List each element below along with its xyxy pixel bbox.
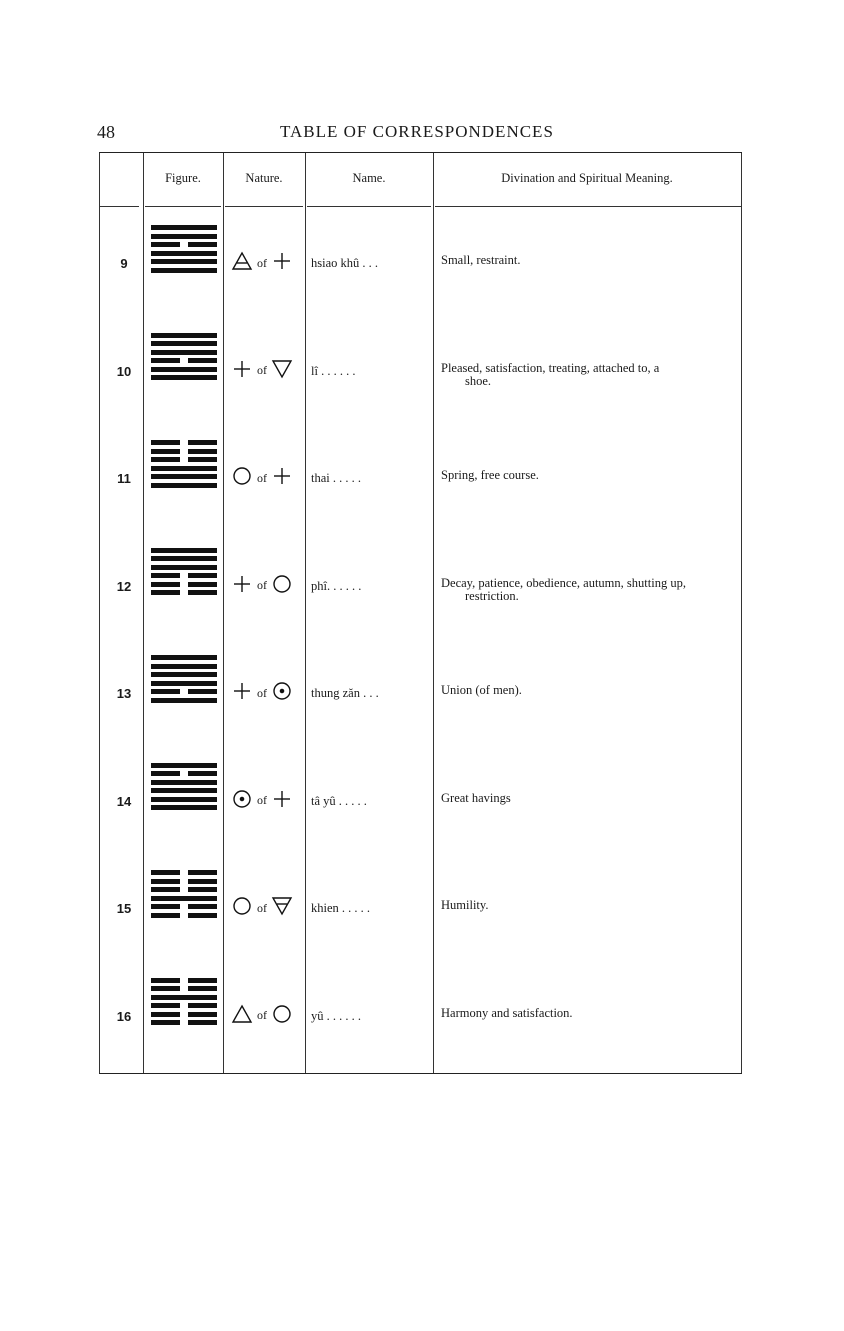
solid-line	[151, 225, 217, 230]
broken-line	[151, 449, 217, 454]
cross-icon	[231, 680, 253, 702]
meaning-line: Pleased, satisfaction, treating, attached to, a	[441, 360, 660, 375]
row-number: 10	[116, 363, 132, 379]
nature-cell	[231, 567, 309, 601]
broken-line	[151, 1020, 217, 1025]
nature-cell	[231, 244, 309, 278]
nature-cell	[231, 674, 309, 708]
row-number: 15	[116, 901, 132, 916]
broken-line	[151, 771, 217, 776]
broken-line	[151, 978, 217, 983]
nature-cell	[231, 997, 309, 1031]
cross-icon	[231, 573, 253, 595]
broken-line	[151, 870, 217, 875]
solid-line	[151, 556, 217, 561]
solid-line	[151, 995, 217, 1000]
meaning-text	[441, 469, 737, 482]
broken-line	[151, 457, 217, 462]
broken-line	[151, 590, 217, 595]
solid-line	[151, 681, 217, 686]
circle-dot-icon	[271, 680, 293, 702]
broken-line	[151, 879, 217, 884]
broken-line	[151, 582, 217, 587]
table-row	[99, 423, 742, 530]
solid-line	[151, 655, 217, 660]
solid-line	[151, 350, 217, 355]
table-row	[99, 316, 742, 423]
solid-line	[151, 234, 217, 239]
circle-dot-icon	[231, 788, 253, 810]
broken-line	[151, 986, 217, 991]
cross-icon	[271, 250, 293, 272]
hexagram-name: khien . . . . .	[311, 901, 371, 915]
hexagram-name: yû . . . . . .	[311, 1008, 361, 1023]
meaning-text	[441, 684, 737, 697]
header-meaning: Divination and Spiritual Meaning.	[501, 171, 673, 185]
solid-line	[151, 780, 217, 785]
broken-line	[151, 573, 217, 578]
solid-line	[151, 698, 217, 703]
solid-line	[151, 896, 217, 901]
solid-line	[151, 763, 217, 768]
table-row	[99, 961, 742, 1068]
of-label: of	[257, 685, 267, 700]
solid-line	[151, 805, 217, 810]
broken-line	[151, 1003, 217, 1008]
hexagram-name: phî. . . . . .	[311, 578, 362, 593]
broken-line	[151, 358, 217, 363]
solid-line	[151, 333, 217, 338]
hexagram-figure	[151, 225, 217, 300]
broken-line	[151, 1012, 217, 1017]
table-row	[99, 638, 742, 745]
meaning-line-continued: restriction.	[465, 588, 519, 603]
triangle-up-bar-icon	[231, 250, 253, 272]
solid-line	[151, 483, 217, 488]
hexagram-name: tâ yû . . . . .	[311, 793, 367, 808]
triangle-down-icon	[271, 358, 293, 380]
of-label: of	[257, 578, 267, 592]
nature-cell	[231, 459, 309, 493]
hexagram-figure	[151, 978, 217, 1053]
hexagram-figure	[151, 870, 217, 945]
solid-line	[151, 788, 217, 793]
page-title: TABLE OF CORRESPONDENCES	[280, 122, 554, 141]
broken-line	[151, 904, 217, 909]
solid-line	[151, 341, 217, 346]
of-label: of	[257, 255, 267, 270]
of-label: of	[257, 793, 267, 807]
solid-line	[151, 268, 217, 273]
broken-line	[151, 913, 217, 918]
meaning-line: Small, restraint.	[441, 253, 521, 267]
nature-cell	[231, 889, 309, 923]
header-name: Name.	[352, 171, 386, 185]
row-number: 11	[117, 471, 131, 486]
hexagram-figure	[151, 548, 217, 623]
correspondence-table	[99, 152, 742, 1074]
of-label: of	[257, 470, 267, 485]
solid-line	[151, 259, 217, 264]
of-label: of	[257, 363, 267, 377]
hexagram-name: thai . . . . .	[311, 471, 361, 485]
meaning-line: Humility.	[441, 898, 489, 912]
row-number: 14	[116, 793, 132, 809]
meaning-line: Decay, patience, obedience, autumn, shutting up,	[441, 575, 686, 590]
cross-icon	[271, 788, 293, 810]
hexagram-name: lî . . . . . .	[311, 363, 356, 378]
circle-icon	[271, 1003, 293, 1025]
solid-line	[151, 474, 217, 479]
meaning-text	[441, 577, 737, 603]
cross-icon	[231, 358, 253, 380]
page-number: 48	[97, 122, 115, 142]
circle-icon	[231, 465, 253, 487]
solid-line	[151, 375, 217, 380]
circle-icon	[231, 895, 253, 917]
solid-line	[151, 548, 217, 553]
table-row	[99, 853, 742, 960]
table-row	[99, 531, 742, 638]
cross-icon	[271, 465, 293, 487]
table-row	[99, 208, 742, 315]
row-number: 13	[116, 686, 132, 701]
hexagram-name: thung zăn . . .	[311, 686, 379, 700]
meaning-line: Harmony and satisfaction.	[441, 1005, 573, 1020]
nature-cell	[231, 782, 309, 816]
meaning-line-continued: shoe.	[465, 373, 492, 388]
hexagram-figure	[151, 333, 217, 408]
triangle-up-icon	[231, 1003, 253, 1025]
meaning-line: Union (of men).	[441, 683, 522, 697]
meaning-text	[441, 899, 737, 912]
meaning-line: Spring, free course.	[441, 468, 539, 482]
hexagram-figure	[151, 655, 217, 730]
solid-line	[151, 664, 217, 669]
solid-line	[151, 466, 217, 471]
hexagram-figure	[151, 440, 217, 515]
solid-line	[151, 565, 217, 570]
meaning-text	[441, 1007, 737, 1020]
of-label: of	[257, 900, 267, 915]
solid-line	[151, 797, 217, 802]
broken-line	[151, 242, 217, 247]
meaning-text	[441, 792, 737, 805]
meaning-text	[441, 254, 737, 267]
broken-line	[151, 689, 217, 694]
triangle-down-bar-icon	[271, 895, 293, 917]
broken-line	[151, 440, 217, 445]
row-number: 16	[116, 1008, 132, 1024]
meaning-text	[441, 362, 737, 388]
hexagram-figure	[151, 763, 217, 838]
header-nature: Nature.	[245, 171, 283, 185]
hexagram-name: hsiao khû . . .	[311, 256, 379, 270]
solid-line	[151, 251, 217, 256]
of-label: of	[257, 1008, 267, 1022]
solid-line	[151, 367, 217, 372]
row-number: 9	[120, 256, 128, 271]
table-row	[99, 746, 742, 853]
meaning-line: Great havings	[441, 790, 511, 805]
nature-cell	[231, 352, 309, 386]
header-figure: Figure.	[165, 171, 201, 185]
circle-icon	[271, 573, 293, 595]
row-number: 12	[116, 578, 132, 594]
solid-line	[151, 672, 217, 677]
broken-line	[151, 887, 217, 892]
